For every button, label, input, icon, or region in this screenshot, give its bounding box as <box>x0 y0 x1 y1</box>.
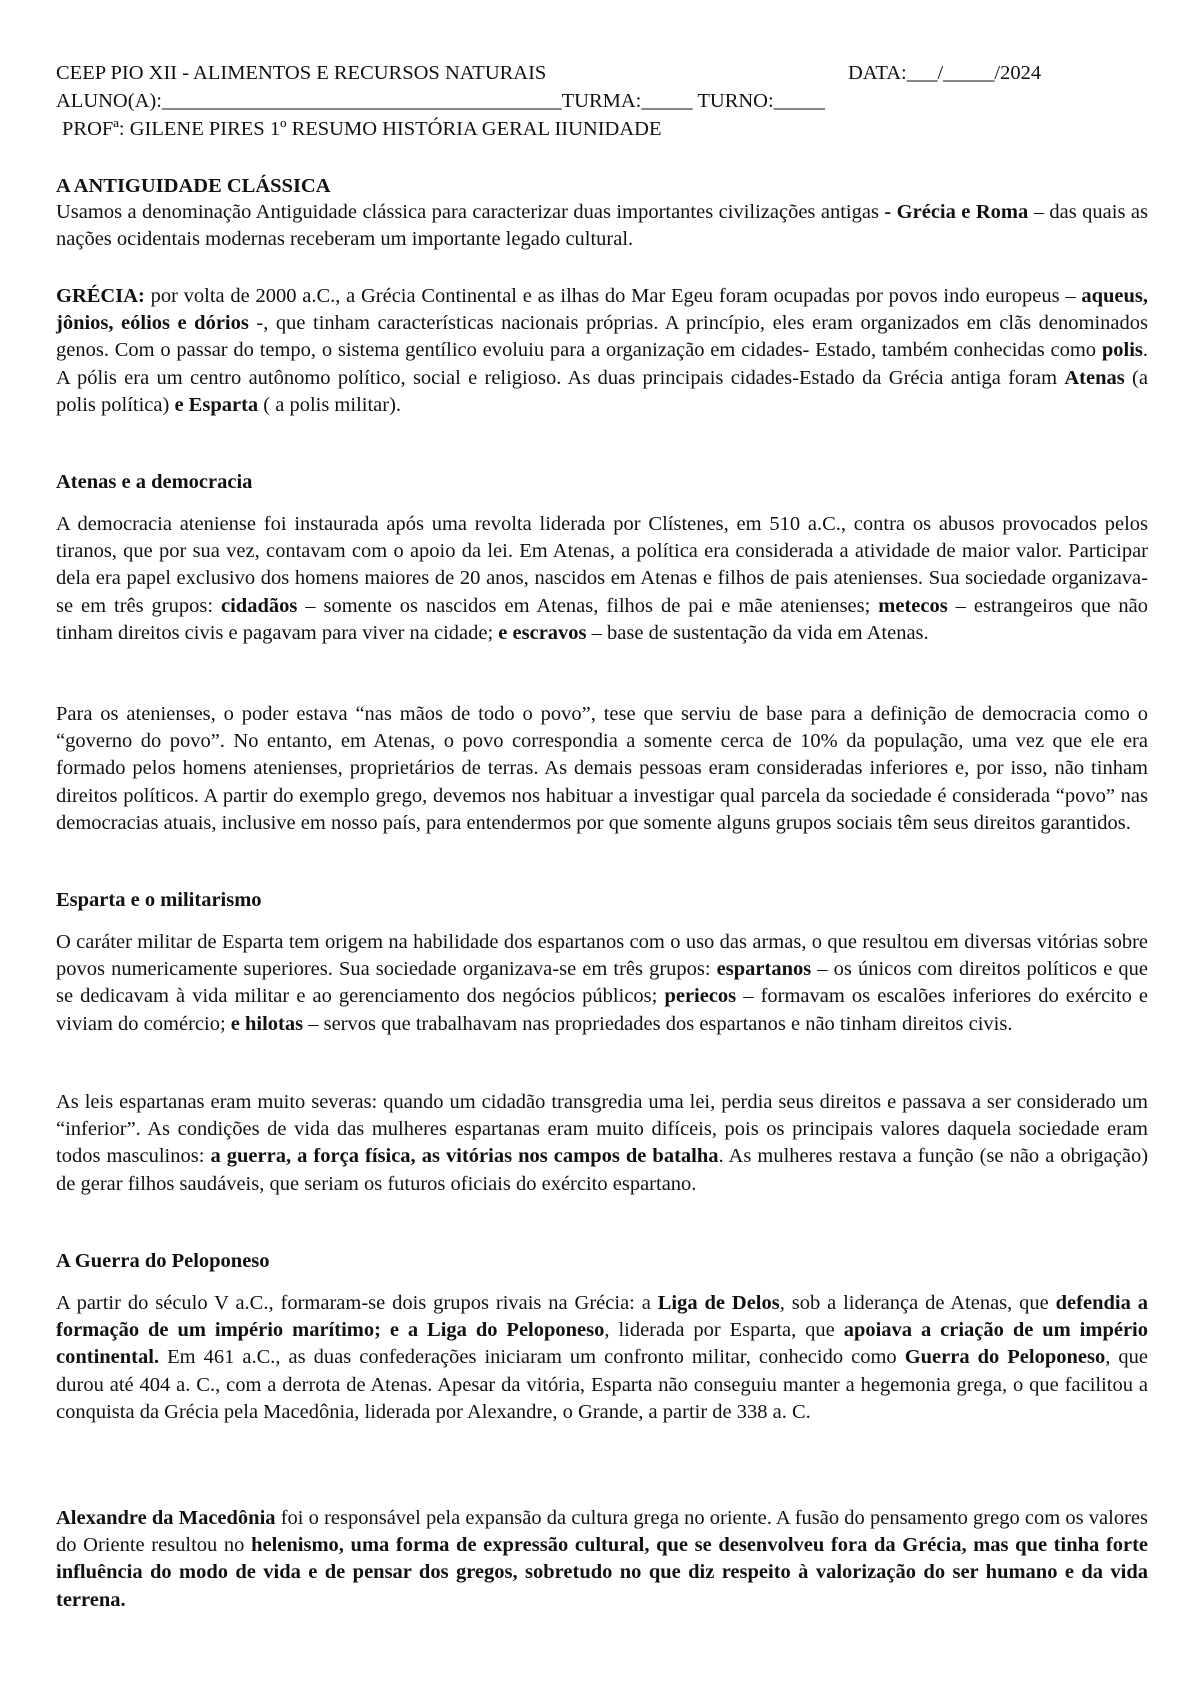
esparta-bold-1: espartanos <box>716 958 812 981</box>
header-student-line: ALUNO(A):_______________________________________TURMA:_____ TURNO:_____ <box>56 90 825 112</box>
atenas-paragraph-1 <box>56 511 1148 647</box>
intro-paragraph <box>56 199 1148 253</box>
peloponeso-bold-1: Liga de Delos <box>657 1292 780 1314</box>
esparta-p2-bold: a guerra, a força física, as vitórias nos campos de batalha <box>210 1145 719 1168</box>
document-title: A ANTIGUIDADE CLÁSSICA <box>56 175 331 197</box>
grecia-bold-3: Atenas <box>1064 366 1125 389</box>
esparta-p2-text-1: As leis espartanas eram muito severas: quando um cidadão transgredia uma lei, perdia seus direitos e passava a ser considerado um “inferior”. As condições de vida das mulheres espartanas eram muito difíceis, pois os principais valores daquela sociedade eram todos masculinos: <box>56 1091 1148 1168</box>
esparta-text-4: – servos que trabalhavam nas propriedades dos espartanos e não tinham direitos civis. <box>303 1012 1013 1035</box>
esparta-paragraph-1 <box>56 929 1148 1038</box>
alexandre-text-1: foi o responsável pela expansão da cultura grega no oriente. A fusão do pensamento grego com os valores do Oriente resultou no <box>56 1507 1148 1557</box>
esparta-paragraph-2 <box>56 1089 1148 1198</box>
esparta-heading: Esparta e o militarismo <box>56 889 262 911</box>
esparta-text-3: – formavam os escalões inferiores do exército e viviam do comércio; <box>56 985 1148 1035</box>
header-school-line <box>56 60 546 86</box>
atenas-bold-2: metecos <box>878 594 948 617</box>
grecia-text-1: por volta de 2000 a.C., a Grécia Continental e as ilhas do Mar Egeu foram ocupadas por povos indo europeus – <box>144 285 1082 307</box>
grecia-bold-4: e Esparta <box>174 393 259 416</box>
peloponeso-bold-2: defendia a formação de um império marítimo; e a Liga do Peloponeso <box>56 1292 1148 1342</box>
atenas-text-2: – somente os nascidos em Atenas, filhos de pai e mãe atenienses; <box>297 594 879 617</box>
esparta-text-2: – os únicos com direitos políticos e que se dedicavam à vida militar e ao gerenciamento dos negócios públicos; <box>56 958 1149 1008</box>
grecia-bold-2: polis <box>1101 339 1143 362</box>
alexandre-bold-2: helenismo, uma forma de expressão cultural, que se desenvolveu fora da Grécia, mas que tinha forte influência do modo de vida e de pensar dos gregos, sobretudo no que diz respeito à valorização do ser humano e da vida terrena. <box>56 1534 1148 1611</box>
atenas-bold-1: cidadãos <box>221 594 298 617</box>
atenas-heading: Atenas e a democracia <box>56 471 253 493</box>
grecia-paragraph <box>56 283 1148 419</box>
intro-bold: - Grécia e Roma <box>884 201 1029 223</box>
atenas-text-4: – base de sustentação da vida em Atenas. <box>586 621 929 644</box>
header-school: CEEP PIO XII - ALIMENTOS E RECURSOS NATURAIS <box>56 62 547 84</box>
grecia-bold-1: aqueus, jônios, eólios e dórios <box>56 285 1148 335</box>
peloponeso-bold-4: Guerra do Peloponeso <box>904 1346 1106 1369</box>
peloponeso-paragraph <box>56 1290 1148 1426</box>
grecia-text-4: (a polis política) <box>56 366 1148 416</box>
peloponeso-bold-3: apoiava a criação de um império continental. <box>56 1319 1148 1369</box>
esparta-bold-2: periecos <box>664 985 737 1008</box>
peloponeso-text-3: , liderada por Esparta, que <box>604 1319 844 1342</box>
esparta-bold-3: e hilotas <box>230 1012 304 1035</box>
peloponeso-text-1: A partir do século V a.C., formaram-se dois grupos rivais na Grécia: a <box>56 1292 658 1314</box>
header-date: DATA:___/_____/2024 <box>848 62 1042 84</box>
esparta-text-1: O caráter militar de Esparta tem origem na habilidade dos espartanos com o uso das armas, o que resultou em diversas vitórias sobre povos numericamente superiores. Sua sociedade organizava-se em três grupos: <box>56 931 1148 981</box>
grecia-label: GRÉCIA: <box>56 285 145 307</box>
intro-text-2: – das quais as nações ocidentais modernas receberam um importante legado cultural. <box>56 201 1148 251</box>
grecia-text-5: ( a polis militar). <box>258 393 402 416</box>
grecia-text-3: . A pólis era um centro autônomo político, social e religioso. As duas principais cidades-Estado da Grécia antiga foram <box>56 339 1148 389</box>
esparta-p2-text-2: . As mulheres restava a função (se não a obrigação) de gerar filhos saudáveis, que seriam os futuros oficiais do exército espartano. <box>56 1145 1149 1195</box>
header-teacher-line: PROFª: GILENE PIRES 1º RESUMO HISTÓRIA GERAL IIUNIDADE <box>62 118 662 140</box>
peloponeso-text-5: , que durou até 404 a. C., com a derrota de Atenas. Apesar da vitória, Esparta não conseguiu manter a hegemonia grega, o que facilitou a conquista da Grécia pela Macedônia, liderada por Alexandre, o Grande, a partir de 338 a. C. <box>56 1346 1148 1423</box>
alexandre-bold-1: Alexandre da Macedônia <box>56 1507 276 1529</box>
atenas-paragraph-2: Para os atenienses, o poder estava “nas mãos de todo o povo”, tese que serviu de base para a definição de democracia como o “governo do povo”. No entanto, em Atenas, o povo correspondia a somente cerca de 10% da população, uma vez que ele era formado pelos homens atenienses, proprietários de terras. As demais pessoas eram consideradas inferiores e, por isso, não tinham direitos políticos. A partir do exemplo grego, devemos nos habituar a investigar qual parcela da sociedade é considerada “povo” nas democracias atuais, inclusive em nosso país, para entendermos por que somente alguns grupos sociais têm seus direitos garantidos. <box>56 703 1148 834</box>
peloponeso-heading: A Guerra do Peloponeso <box>56 1250 270 1272</box>
atenas-text-1: A democracia ateniense foi instaurada após uma revolta liderada por Clístenes, em 510 a.C., contra os abusos provocados pelos tiranos, que por sua vez, contavam com o apoio da lei. Em Atenas, a política era considerada a atividade de maior valor. Participar dela era papel exclusivo dos homens maiores de 20 anos, nascidos em Atenas e filhos de pais atenienses. Sua sociedade organizava-se em três grupos: <box>56 513 1148 617</box>
peloponeso-text-2: , sob a liderança de Atenas, que <box>779 1292 1056 1314</box>
intro-text: Usamos a denominação Antiguidade clássica para caracterizar duas importantes civilizações antigas <box>56 201 885 223</box>
alexandre-paragraph <box>56 1505 1148 1614</box>
peloponeso-text-4: Em 461 a.C., as duas confederações iniciaram um confronto militar, conhecido como <box>159 1346 905 1369</box>
atenas-bold-3: e escravos <box>498 621 587 644</box>
grecia-text-2: -, que tinham características nacionais próprias. A princípio, eles eram organizados em clãs denominados genos. Com o passar do tempo, o sistema gentílico evoluiu para a organização em cidades- Estado, também conhecidas como <box>56 312 1148 362</box>
atenas-text-3: – estrangeiros que não tinham direitos civis e pagavam para viver na cidade; <box>56 594 1148 644</box>
